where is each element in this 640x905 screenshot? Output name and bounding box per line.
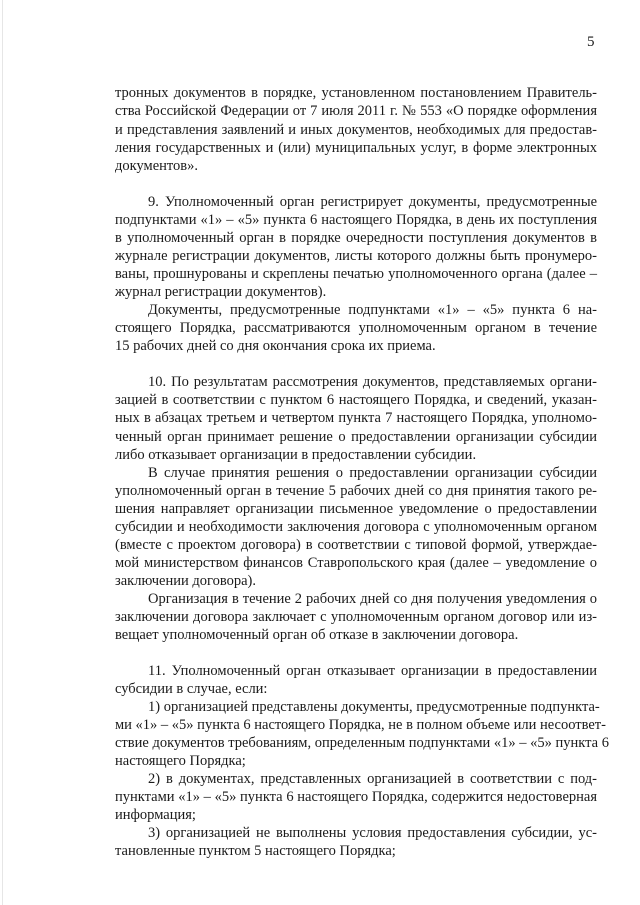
text-line: тронных документов в порядке, установленном постановлением Правитель-	[115, 85, 597, 101]
text-line: зацией в соответствии с пунктом 6 настоящего Порядка, и сведений, указан-	[115, 392, 597, 408]
text-line: уполномоченный орган в течение 5 рабочих дней со дня принятия такого ре-	[115, 483, 597, 499]
text-line: 10. По результатам рассмотрения документов, представляемых органи-	[148, 374, 597, 390]
text-line: и представления заявлений и иных документов, необходимых для предостав-	[115, 122, 597, 138]
text-line: мой министерством финансов Ставропольского края (далее – уведомление о	[115, 555, 597, 571]
text-line: В случае принятия решения о предоставлении организации субсидии	[148, 465, 597, 481]
text-line: Документы, предусмотренные подпунктами «1» – «5» пункта 6 на-	[148, 302, 597, 318]
text-line: субсидии в случае, если:	[115, 681, 268, 697]
text-line: настоящего Порядка;	[115, 753, 246, 769]
text-line: в уполномоченный орган в порядке очередности поступления документов в	[115, 230, 597, 246]
text-line: 15 рабочих дней со дня окончания срока их приема.	[115, 338, 436, 354]
text-line: вещает уполномоченный орган об отказе в заключении договора.	[115, 627, 519, 643]
text-line: 3) организацией не выполнены условия предоставления субсидии, ус-	[148, 825, 597, 841]
text-line: 2) в документах, представленных организацией в соответствии с под-	[148, 771, 597, 787]
text-line: ми «1» – «5» пункта 6 настоящего Порядка, не в полном объеме или несоответ-	[115, 717, 606, 733]
text-line: пунктами «1» – «5» пункта 6 настоящего Порядка, содержится недостоверная	[115, 789, 597, 805]
text-line: ных в абзацах третьем и четвертом пункта 7 настоящего Порядка, уполномо-	[115, 410, 597, 426]
text-line: ления государственных и (или) муниципальных услуг, в форме электронных	[115, 140, 597, 156]
text-line: ченный орган принимает решение о предоставлении организации субсидии	[115, 429, 597, 445]
text-line: заключении договора).	[115, 573, 256, 589]
text-line: подпунктами «1» – «5» пункта 6 настоящего Порядка, в день их поступления	[115, 212, 597, 228]
text-line: ства Российской Федерации от 7 июля 2011 г. № 553 «О порядке оформления	[115, 103, 597, 119]
text-line: 1) организацией представлены документы, предусмотренные подпункта-	[148, 699, 600, 715]
text-line: ствие документов требованиям, определенным подпунктами «1» – «5» пункта 6	[115, 735, 609, 751]
text-line: 11. Уполномоченный орган отказывает организации в предоставлении	[148, 663, 597, 679]
text-line: заключении договора заключает с уполномоченным органом договор или из-	[115, 609, 597, 625]
text-line: (вместе с проектом договора) в соответствии с типовой формой, утверждае-	[115, 537, 597, 553]
text-line: журнале регистрации документов, листы которого должны быть пронумеро-	[115, 248, 597, 264]
text-line: субсидии и необходимости заключения договора с уполномоченным органом	[115, 519, 597, 535]
text-line: 9. Уполномоченный орган регистрирует документы, предусмотренные	[148, 194, 597, 210]
page-number: 5	[587, 34, 595, 50]
text-line: журнал регистрации документов).	[115, 284, 327, 300]
text-line: документов».	[115, 158, 199, 174]
text-line: тановленные пунктом 5 настоящего Порядка;	[115, 843, 396, 859]
text-line: стоящего Порядка, рассматриваются уполномоченным органом в течение	[115, 320, 597, 336]
text-line: шения направляет организации письменное уведомление о предоставлении	[115, 501, 597, 517]
text-line: либо отказывает организации в предоставлении субсидии.	[115, 447, 477, 463]
text-line: ваны, прошнурованы и скреплены печатью уполномоченного органа (далее –	[115, 266, 597, 282]
text-line: Организация в течение 2 рабочих дней со дня получения уведомления о	[148, 591, 597, 607]
text-line: информация;	[115, 807, 196, 823]
scan-edge	[2, 0, 3, 905]
